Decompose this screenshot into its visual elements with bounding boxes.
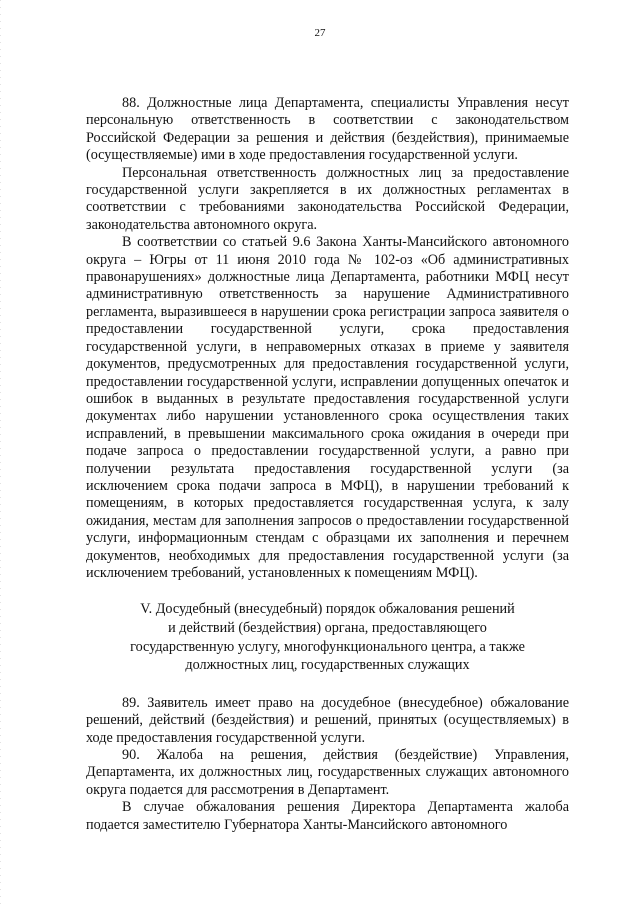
scan-edge-marks: [0, 0, 6, 905]
paragraph-89: 89. Заявитель имеет право на досудебное (внесудебное) обжалование решений, действий (бездействия) и решений, принятых (осуществляемых) в ходе предоставления государственной услуги.: [86, 694, 569, 746]
section-heading-line: V. Досудебный (внесудебный) порядок обжалования решений: [140, 601, 515, 618]
section-heading-line: государственную услугу, многофункционального центра, а также: [130, 638, 525, 655]
paragraph-90: 90. Жалоба на решения, действия (бездействие) Управления, Департамента, их должностных лиц, государственных служащих автономного округа подается для рассмотрения в Департамент.: [86, 746, 569, 798]
paragraph-director-appeal: В случае обжалования решения Директора Департамента жалоба подается заместителю Губернатора Ханты-Мансийского автономного: [86, 799, 569, 833]
paragraph-personal-responsibility: Персональная ответственность должностных лиц за предоставление государственной услуги закрепляется в их должностных регламентах в соответствии с требованиями законодательства Российской Федерации, законодательства автономного округа.: [86, 164, 569, 233]
paragraph-88: 88. Должностные лица Департамента, специалисты Управления несут персональную ответственность в соответствии с законодательством Российской Федерации за решения и действия (бездействия), принимаемые (осуществляемые) ими в ходе предоставления государственной услуги.: [86, 95, 569, 164]
section-heading-line: должностных лиц, государственных служащих: [185, 657, 470, 674]
section-heading-line: и действий (бездействия) органа, предоставляющего: [168, 619, 487, 636]
page-number: 27: [314, 27, 326, 39]
document-body: [86, 95, 569, 834]
section-heading: [86, 600, 569, 674]
paragraph-administrative-responsibility: В соответствии со статьей 9.6 Закона Ханты-Мансийского автономного округа – Югры от 11 июня 2010 года № 102-оз «Об административных правонарушениях» должностные лица Департамента, работники МФЦ несут административную ответственность за нарушение Административного регламента, выразившееся в нарушении срока регистрации запроса заявителя о предоставлении государственной услуги, срока предоставления государственной услуги, в неправомерных отказах в приеме у заявителя документов, предусмотренных для предоставления государственной услуги, предоставлении государственной услуги, исправлении допущенных опечаток и ошибок в выданных в результате предоставления государственной услуги документах либо нарушении установленного срока осуществления таких исправлений, в превышении максимального срока ожидания в очереди при подаче запроса о предоставлении государственной услуги, а равно при получении результата предоставления государственной услуги (за исключением срока подачи запроса в МФЦ), в нарушении требований к помещениям, в которых предоставляется государственная услуга, к залу ожидания, местам для заполнения запросов о предоставлении государственной услуги, информационным стендам с образцами их заполнения и перечнем документов, необходимых для предоставления государственной услуги (за исключением требований, установленных к помещениям МФЦ).: [86, 234, 569, 581]
